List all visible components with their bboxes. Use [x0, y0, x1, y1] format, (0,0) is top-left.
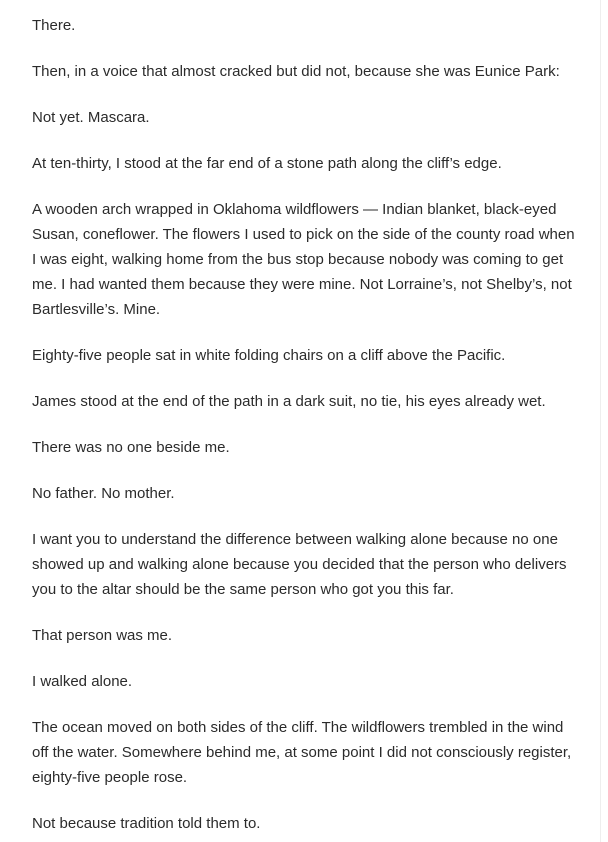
paragraph: I walked alone. — [32, 673, 133, 690]
paragraph: There. — [32, 17, 76, 34]
paragraph: The ocean moved on both sides of the cliff. The wildflowers trembled in the wind off the water. Somewhere behind me, at some point I did not consciously register, eighty-five people rose. — [32, 719, 572, 786]
paragraph: Not yet. Mascara. — [32, 109, 150, 126]
paragraph: At ten-thirty, I stood at the far end of a stone path along the cliff’s edge. — [32, 155, 502, 172]
paragraph: A wooden arch wrapped in Oklahoma wildflowers — Indian blanket, black-eyed Susan, coneflower. The flowers I used to pick on the side of the county road when I was eight, walking home from the bus stop because nobody was coming to get me. I had wanted them because they were mine. Not Lorraine’s, not Shelby’s, not Bartlesville’s. Mine. — [32, 201, 575, 318]
paragraph: There was no one beside me. — [32, 439, 230, 456]
paragraph: Eighty-five people sat in white folding chairs on a cliff above the Pacific. — [32, 347, 506, 364]
paragraph: James stood at the end of the path in a dark suit, no tie, his eyes already wet. — [32, 393, 546, 410]
paragraph: Then, in a voice that almost cracked but did not, because she was Eunice Park: — [32, 63, 560, 80]
paragraph: No father. No mother. — [32, 485, 175, 502]
paragraph: That person was me. — [32, 627, 173, 644]
paragraph: Not because tradition told them to. — [32, 815, 261, 832]
paragraph: I want you to understand the difference between walking alone because no one showed up and walking alone because you decided that the person who delivers you to the altar should be the same person who got you this far. — [32, 531, 567, 598]
document-body — [32, 13, 580, 842]
scrollbar-track[interactable] — [600, 0, 608, 842]
